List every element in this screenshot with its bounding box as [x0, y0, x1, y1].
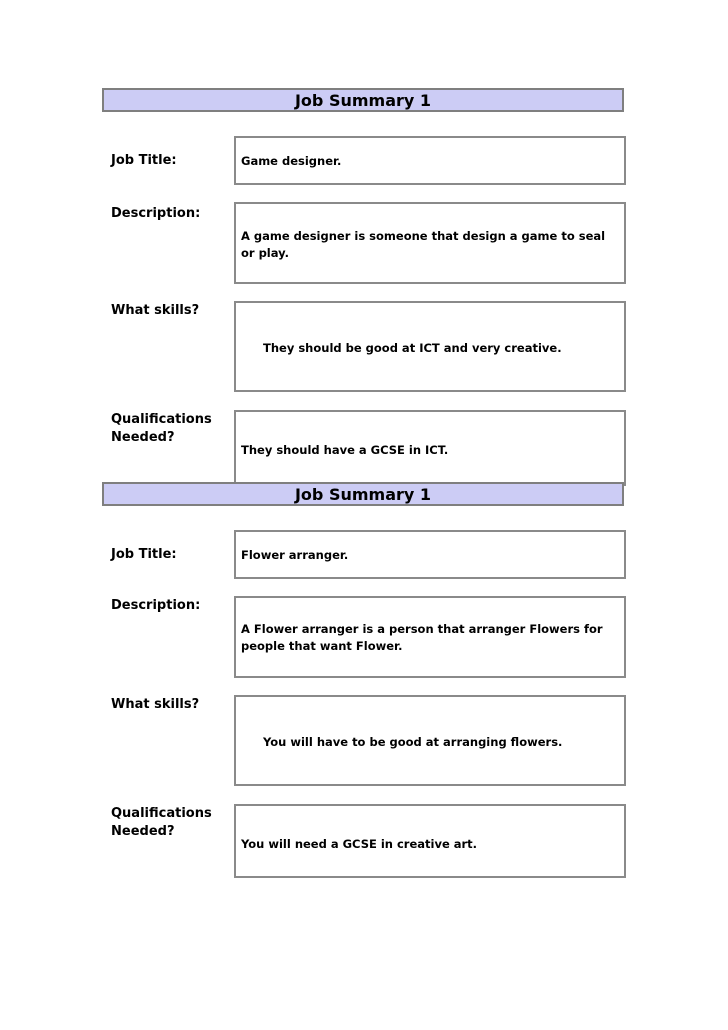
- qualifications-label-line2: Needed?: [111, 430, 175, 445]
- job-summary-title: Job Summary 1: [294, 485, 432, 504]
- qualifications-value: They should have a GCSE in ICT.: [241, 443, 449, 457]
- job-title-label: Job Title:: [111, 153, 177, 168]
- qualifications-label-line1: Qualifications: [111, 806, 212, 821]
- qualifications-box: [234, 410, 626, 486]
- job-title-label: Job Title:: [111, 547, 177, 562]
- job-summary-title: Job Summary 1: [294, 91, 432, 110]
- qualifications-label: [111, 411, 212, 447]
- description-label: Description:: [111, 206, 201, 221]
- description-box: [234, 596, 626, 678]
- job-title-box: [234, 136, 626, 185]
- description-value: A Flower arranger is a person that arranger Flowers for people that want Flower.: [241, 622, 603, 653]
- skills-value: They should be good at ICT and very creative.: [263, 341, 562, 355]
- qualifications-label-line2: Needed?: [111, 824, 175, 839]
- description-value: A game designer is someone that design a game to seal or play.: [241, 229, 606, 260]
- job-summary-header: [102, 482, 624, 506]
- job-summary-header: [102, 88, 624, 112]
- job-title-value: Flower arranger.: [241, 548, 349, 562]
- skills-box: [234, 301, 626, 392]
- description-box: [234, 202, 626, 284]
- job-title-value: Game designer.: [241, 154, 342, 168]
- skills-label: What skills?: [111, 697, 200, 712]
- qualifications-label: [111, 805, 212, 841]
- description-label: Description:: [111, 598, 201, 613]
- skills-label: What skills?: [111, 303, 200, 318]
- job-title-box: [234, 530, 626, 579]
- qualifications-value: You will need a GCSE in creative art.: [241, 837, 478, 851]
- skills-value: You will have to be good at arranging flowers.: [263, 735, 563, 749]
- qualifications-box: [234, 804, 626, 878]
- skills-box: [234, 695, 626, 786]
- qualifications-label-line1: Qualifications: [111, 412, 212, 427]
